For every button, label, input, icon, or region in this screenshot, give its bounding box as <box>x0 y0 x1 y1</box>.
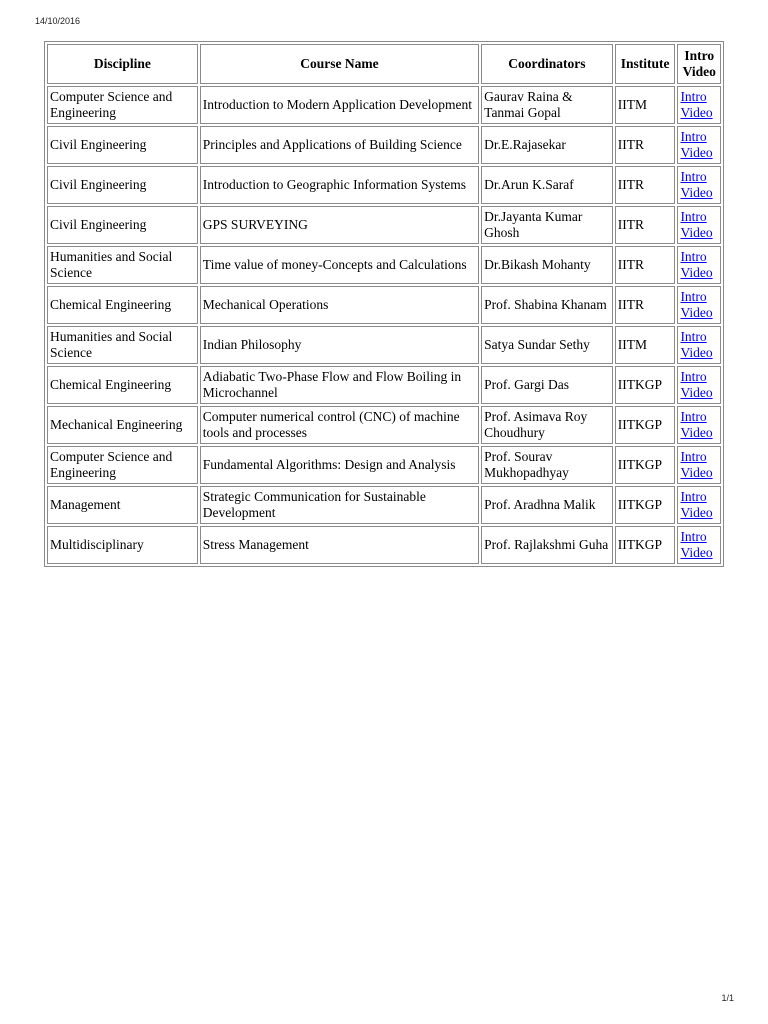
discipline-cell: Computer Science and Engineering <box>47 86 198 124</box>
intro-video-cell <box>677 166 721 204</box>
table-row <box>47 486 721 524</box>
table-row <box>47 166 721 204</box>
institute-cell: IITR <box>615 166 676 204</box>
table-row <box>47 406 721 444</box>
courses-table <box>44 41 724 567</box>
table-row <box>47 286 721 324</box>
discipline-cell: Mechanical Engineering <box>47 406 198 444</box>
intro-video-link[interactable]: Intro Video <box>680 529 713 560</box>
header-institute: Institute <box>615 44 676 84</box>
table-header-row <box>47 44 721 84</box>
institute-cell: IITKGP <box>615 446 676 484</box>
discipline-cell: Humanities and Social Science <box>47 246 198 284</box>
coordinators-cell: Dr.Bikash Mohanty <box>481 246 613 284</box>
course-name-cell: Introduction to Geographic Information Systems <box>200 166 479 204</box>
table-row <box>47 86 721 124</box>
intro-video-link[interactable]: Intro Video <box>680 449 713 480</box>
course-name-cell: Fundamental Algorithms: Design and Analysis <box>200 446 479 484</box>
course-name-cell: GPS SURVEYING <box>200 206 479 244</box>
table-row <box>47 126 721 164</box>
institute-cell: IITR <box>615 206 676 244</box>
intro-video-link[interactable]: Intro Video <box>680 209 713 240</box>
intro-video-link[interactable]: Intro Video <box>680 129 713 160</box>
intro-video-link[interactable]: Intro Video <box>680 169 713 200</box>
intro-video-cell <box>677 406 721 444</box>
institute-cell: IITR <box>615 126 676 164</box>
coordinators-cell: Prof. Shabina Khanam <box>481 286 613 324</box>
discipline-cell: Civil Engineering <box>47 166 198 204</box>
intro-video-link[interactable]: Intro Video <box>680 409 713 440</box>
table-row <box>47 526 721 564</box>
discipline-cell: Chemical Engineering <box>47 286 198 324</box>
intro-video-link[interactable]: Intro Video <box>680 249 713 280</box>
course-name-cell: Mechanical Operations <box>200 286 479 324</box>
course-name-cell: Computer numerical control (CNC) of machine tools and processes <box>200 406 479 444</box>
intro-video-link[interactable]: Intro Video <box>680 289 713 320</box>
discipline-cell: Civil Engineering <box>47 126 198 164</box>
print-date: 14/10/2016 <box>35 16 81 26</box>
institute-cell: IITM <box>615 326 676 364</box>
institute-cell: IITKGP <box>615 486 676 524</box>
institute-cell: IITKGP <box>615 366 676 404</box>
header-intro-video: Intro Video <box>677 44 721 84</box>
header-coordinators: Coordinators <box>481 44 613 84</box>
institute-cell: IITKGP <box>615 526 676 564</box>
discipline-cell: Humanities and Social Science <box>47 326 198 364</box>
discipline-cell: Civil Engineering <box>47 206 198 244</box>
table-row <box>47 326 721 364</box>
intro-video-link[interactable]: Intro Video <box>680 369 713 400</box>
course-name-cell: Indian Philosophy <box>200 326 479 364</box>
discipline-cell: Management <box>47 486 198 524</box>
page-number: 1/1 <box>721 993 734 1003</box>
course-name-cell: Strategic Communication for Sustainable Development <box>200 486 479 524</box>
course-name-cell: Stress Management <box>200 526 479 564</box>
intro-video-cell <box>677 86 721 124</box>
institute-cell: IITR <box>615 246 676 284</box>
institute-cell: IITR <box>615 286 676 324</box>
table-row <box>47 446 721 484</box>
coordinators-cell: Prof. Rajlakshmi Guha <box>481 526 613 564</box>
course-name-cell: Introduction to Modern Application Development <box>200 86 479 124</box>
table-row <box>47 206 721 244</box>
table-row <box>47 366 721 404</box>
intro-video-cell <box>677 126 721 164</box>
course-name-cell: Time value of money-Concepts and Calculations <box>200 246 479 284</box>
intro-video-cell <box>677 286 721 324</box>
institute-cell: IITKGP <box>615 406 676 444</box>
institute-cell: IITM <box>615 86 676 124</box>
intro-video-cell <box>677 246 721 284</box>
intro-video-cell <box>677 366 721 404</box>
header-discipline: Discipline <box>47 44 198 84</box>
coordinators-cell: Dr.Jayanta Kumar Ghosh <box>481 206 613 244</box>
intro-video-link[interactable]: Intro Video <box>680 489 713 520</box>
intro-video-cell <box>677 206 721 244</box>
intro-video-cell <box>677 526 721 564</box>
intro-video-cell <box>677 446 721 484</box>
intro-video-link[interactable]: Intro Video <box>680 329 713 360</box>
coordinators-cell: Prof. Gargi Das <box>481 366 613 404</box>
table-row <box>47 246 721 284</box>
coordinators-cell: Gaurav Raina & Tanmai Gopal <box>481 86 613 124</box>
course-name-cell: Adiabatic Two-Phase Flow and Flow Boiling in Microchannel <box>200 366 479 404</box>
coordinators-cell: Prof. Asimava Roy Choudhury <box>481 406 613 444</box>
header-course-name: Course Name <box>200 44 479 84</box>
discipline-cell: Computer Science and Engineering <box>47 446 198 484</box>
coordinators-cell: Dr.Arun K.Saraf <box>481 166 613 204</box>
course-name-cell: Principles and Applications of Building Science <box>200 126 479 164</box>
intro-video-cell <box>677 486 721 524</box>
coordinators-cell: Prof. Aradhna Malik <box>481 486 613 524</box>
coordinators-cell: Dr.E.Rajasekar <box>481 126 613 164</box>
coordinators-cell: Satya Sundar Sethy <box>481 326 613 364</box>
discipline-cell: Chemical Engineering <box>47 366 198 404</box>
intro-video-cell <box>677 326 721 364</box>
intro-video-link[interactable]: Intro Video <box>680 89 713 120</box>
discipline-cell: Multidisciplinary <box>47 526 198 564</box>
coordinators-cell: Prof. Sourav Mukhopadhyay <box>481 446 613 484</box>
